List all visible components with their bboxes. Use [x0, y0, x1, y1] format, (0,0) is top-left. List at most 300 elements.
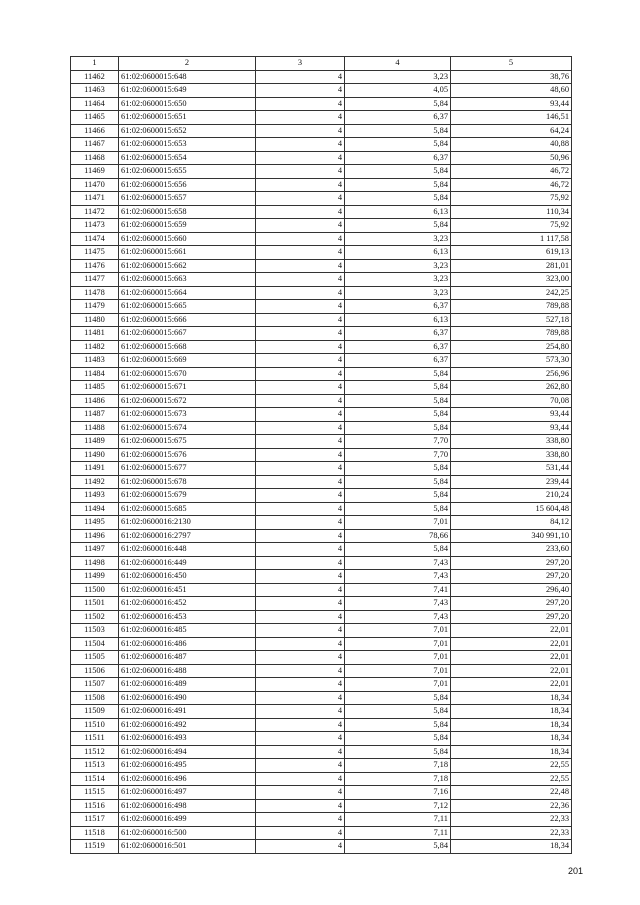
rate-cell: 5,84: [345, 124, 451, 138]
rate-cell: 5,84: [345, 489, 451, 503]
code-cell: 4: [256, 813, 345, 827]
row-number-cell: 11466: [71, 124, 119, 138]
amount-cell: 527,18: [451, 313, 572, 327]
amount-cell: 146,51: [451, 111, 572, 125]
row-number-cell: 11486: [71, 394, 119, 408]
amount-cell: 297,20: [451, 570, 572, 584]
rate-cell: 7,43: [345, 597, 451, 611]
cadastral-number-cell: 61:02:0600016:489: [119, 678, 256, 692]
rate-cell: 7,01: [345, 664, 451, 678]
cadastral-number-cell: 61:02:0600015:658: [119, 205, 256, 219]
row-number-cell: 11506: [71, 664, 119, 678]
row-number-cell: 11464: [71, 97, 119, 111]
table-row: [71, 246, 572, 260]
amount-cell: 46,72: [451, 178, 572, 192]
cadastral-number-cell: 61:02:0600015:648: [119, 70, 256, 84]
row-number-cell: 11471: [71, 192, 119, 206]
table-row: [71, 543, 572, 557]
rate-cell: 3,23: [345, 70, 451, 84]
table-row: [71, 421, 572, 435]
amount-cell: 84,12: [451, 516, 572, 530]
row-number-cell: 11490: [71, 448, 119, 462]
row-number-cell: 11480: [71, 313, 119, 327]
amount-cell: 1 117,58: [451, 232, 572, 246]
row-number-cell: 11474: [71, 232, 119, 246]
table-row: [71, 799, 572, 813]
code-cell: 4: [256, 327, 345, 341]
code-cell: 4: [256, 732, 345, 746]
rate-cell: 7,70: [345, 435, 451, 449]
cadastral-number-cell: 61:02:0600016:453: [119, 610, 256, 624]
rate-cell: 7,01: [345, 651, 451, 665]
code-cell: 4: [256, 583, 345, 597]
table-row: [71, 165, 572, 179]
amount-cell: 789,88: [451, 300, 572, 314]
table-row: [71, 502, 572, 516]
rate-cell: 3,23: [345, 259, 451, 273]
code-cell: 4: [256, 354, 345, 368]
code-cell: 4: [256, 394, 345, 408]
table-row: [71, 651, 572, 665]
rate-cell: 7,41: [345, 583, 451, 597]
cadastral-number-cell: 61:02:0600016:493: [119, 732, 256, 746]
column-header-5: 5: [451, 57, 572, 71]
table-row: [71, 664, 572, 678]
amount-cell: 18,34: [451, 718, 572, 732]
rate-cell: 5,84: [345, 421, 451, 435]
rate-cell: 5,84: [345, 178, 451, 192]
code-cell: 4: [256, 543, 345, 557]
cadastral-number-cell: 61:02:0600016:497: [119, 786, 256, 800]
rate-cell: 6,37: [345, 354, 451, 368]
cadastral-number-cell: 61:02:0600015:673: [119, 408, 256, 422]
code-cell: 4: [256, 597, 345, 611]
row-number-cell: 11481: [71, 327, 119, 341]
code-cell: 4: [256, 637, 345, 651]
amount-cell: 48,60: [451, 84, 572, 98]
rate-cell: 5,84: [345, 502, 451, 516]
row-number-cell: 11515: [71, 786, 119, 800]
cadastral-number-cell: 61:02:0600015:671: [119, 381, 256, 395]
code-cell: 4: [256, 529, 345, 543]
table-row: [71, 313, 572, 327]
rate-cell: 3,23: [345, 286, 451, 300]
cadastral-number-cell: 61:02:0600016:2130: [119, 516, 256, 530]
code-cell: 4: [256, 381, 345, 395]
code-cell: 4: [256, 300, 345, 314]
amount-cell: 256,96: [451, 367, 572, 381]
cadastral-number-cell: 61:02:0600015:685: [119, 502, 256, 516]
row-number-cell: 11513: [71, 759, 119, 773]
table-row: [71, 840, 572, 854]
cadastral-number-cell: 61:02:0600015:651: [119, 111, 256, 125]
rate-cell: 5,84: [345, 165, 451, 179]
code-cell: 4: [256, 516, 345, 530]
code-cell: 4: [256, 313, 345, 327]
rate-cell: 5,84: [345, 367, 451, 381]
code-cell: 4: [256, 178, 345, 192]
amount-cell: 210,24: [451, 489, 572, 503]
row-number-cell: 11517: [71, 813, 119, 827]
cadastral-number-cell: 61:02:0600016:494: [119, 745, 256, 759]
cadastral-number-cell: 61:02:0600015:666: [119, 313, 256, 327]
row-number-cell: 11462: [71, 70, 119, 84]
cadastral-number-cell: 61:02:0600015:674: [119, 421, 256, 435]
table-row: [71, 192, 572, 206]
row-number-cell: 11467: [71, 138, 119, 152]
table-row: [71, 745, 572, 759]
cadastral-number-cell: 61:02:0600016:2797: [119, 529, 256, 543]
rate-cell: 7,43: [345, 570, 451, 584]
amount-cell: 18,34: [451, 691, 572, 705]
amount-cell: 297,20: [451, 610, 572, 624]
rate-cell: 5,84: [345, 718, 451, 732]
rate-cell: 7,70: [345, 448, 451, 462]
rate-cell: 5,84: [345, 691, 451, 705]
table-row: [71, 219, 572, 233]
table-row: [71, 367, 572, 381]
column-header-2: 2: [119, 57, 256, 71]
code-cell: 4: [256, 84, 345, 98]
code-cell: 4: [256, 651, 345, 665]
row-number-cell: 11498: [71, 556, 119, 570]
row-number-cell: 11484: [71, 367, 119, 381]
rate-cell: 7,18: [345, 772, 451, 786]
table-row: [71, 489, 572, 503]
table-row: [71, 597, 572, 611]
table-row: [71, 124, 572, 138]
amount-cell: 46,72: [451, 165, 572, 179]
table-row: [71, 732, 572, 746]
row-number-cell: 11475: [71, 246, 119, 260]
row-number-cell: 11518: [71, 826, 119, 840]
cadastral-number-cell: 61:02:0600015:661: [119, 246, 256, 260]
rate-cell: 78,66: [345, 529, 451, 543]
amount-cell: 40,88: [451, 138, 572, 152]
code-cell: 4: [256, 745, 345, 759]
amount-cell: 531,44: [451, 462, 572, 476]
rate-cell: 5,84: [345, 219, 451, 233]
cadastral-number-cell: 61:02:0600016:449: [119, 556, 256, 570]
amount-cell: 22,01: [451, 651, 572, 665]
row-number-cell: 11463: [71, 84, 119, 98]
row-number-cell: 11502: [71, 610, 119, 624]
table-row: [71, 232, 572, 246]
code-cell: 4: [256, 475, 345, 489]
table-row: [71, 475, 572, 489]
code-cell: 4: [256, 259, 345, 273]
amount-cell: 18,34: [451, 745, 572, 759]
table-row: [71, 138, 572, 152]
cadastral-number-cell: 61:02:0600015:657: [119, 192, 256, 206]
amount-cell: 18,34: [451, 705, 572, 719]
rate-cell: 4,05: [345, 84, 451, 98]
row-number-cell: 11476: [71, 259, 119, 273]
table-row: [71, 448, 572, 462]
row-number-cell: 11503: [71, 624, 119, 638]
cadastral-number-cell: 61:02:0600016:485: [119, 624, 256, 638]
row-number-cell: 11516: [71, 799, 119, 813]
code-cell: 4: [256, 705, 345, 719]
code-cell: 4: [256, 205, 345, 219]
code-cell: 4: [256, 448, 345, 462]
table-row: [71, 813, 572, 827]
table-row: [71, 259, 572, 273]
amount-cell: 22,01: [451, 624, 572, 638]
amount-cell: 340 991,10: [451, 529, 572, 543]
table-row: [71, 516, 572, 530]
cadastral-number-cell: 61:02:0600015:665: [119, 300, 256, 314]
row-number-cell: 11514: [71, 772, 119, 786]
code-cell: 4: [256, 435, 345, 449]
cadastral-number-cell: 61:02:0600015:654: [119, 151, 256, 165]
rate-cell: 5,84: [345, 381, 451, 395]
rate-cell: 5,84: [345, 462, 451, 476]
row-number-cell: 11510: [71, 718, 119, 732]
row-number-cell: 11473: [71, 219, 119, 233]
code-cell: 4: [256, 192, 345, 206]
row-number-cell: 11491: [71, 462, 119, 476]
amount-cell: 297,20: [451, 597, 572, 611]
table-row: [71, 70, 572, 84]
row-number-cell: 11505: [71, 651, 119, 665]
code-cell: 4: [256, 340, 345, 354]
amount-cell: 338,80: [451, 448, 572, 462]
cadastral-number-cell: 61:02:0600015:670: [119, 367, 256, 381]
amount-cell: 296,40: [451, 583, 572, 597]
amount-cell: 22,33: [451, 813, 572, 827]
table-row: [71, 718, 572, 732]
cadastral-number-cell: 61:02:0600015:650: [119, 97, 256, 111]
code-cell: 4: [256, 840, 345, 854]
row-number-cell: 11479: [71, 300, 119, 314]
amount-cell: 22,01: [451, 637, 572, 651]
amount-cell: 233,60: [451, 543, 572, 557]
code-cell: 4: [256, 718, 345, 732]
code-cell: 4: [256, 165, 345, 179]
table-body: [71, 70, 572, 853]
rate-cell: 5,84: [345, 705, 451, 719]
table-row: [71, 583, 572, 597]
amount-cell: 22,33: [451, 826, 572, 840]
code-cell: 4: [256, 799, 345, 813]
amount-cell: 70,08: [451, 394, 572, 408]
row-number-cell: 11512: [71, 745, 119, 759]
amount-cell: 22,01: [451, 678, 572, 692]
table-row: [71, 205, 572, 219]
table-row: [71, 786, 572, 800]
code-cell: 4: [256, 408, 345, 422]
table-row: [71, 151, 572, 165]
amount-cell: 262,80: [451, 381, 572, 395]
rate-cell: 6,13: [345, 313, 451, 327]
amount-cell: 22,55: [451, 759, 572, 773]
row-number-cell: 11488: [71, 421, 119, 435]
cadastral-number-cell: 61:02:0600015:667: [119, 327, 256, 341]
rate-cell: 5,84: [345, 745, 451, 759]
rate-cell: 5,84: [345, 543, 451, 557]
amount-cell: 281,01: [451, 259, 572, 273]
cadastral-number-cell: 61:02:0600015:655: [119, 165, 256, 179]
cadastral-number-cell: 61:02:0600015:653: [119, 138, 256, 152]
row-number-cell: 11472: [71, 205, 119, 219]
amount-cell: 93,44: [451, 408, 572, 422]
row-number-cell: 11470: [71, 178, 119, 192]
code-cell: 4: [256, 556, 345, 570]
row-number-cell: 11465: [71, 111, 119, 125]
rate-cell: 5,84: [345, 97, 451, 111]
row-number-cell: 11511: [71, 732, 119, 746]
table-header: [71, 57, 572, 71]
rate-cell: 5,84: [345, 192, 451, 206]
amount-cell: 242,25: [451, 286, 572, 300]
cadastral-number-cell: 61:02:0600015:649: [119, 84, 256, 98]
code-cell: 4: [256, 826, 345, 840]
cadastral-number-cell: 61:02:0600016:450: [119, 570, 256, 584]
cadastral-number-cell: 61:02:0600015:672: [119, 394, 256, 408]
cadastral-number-cell: 61:02:0600016:499: [119, 813, 256, 827]
cadastral-number-cell: 61:02:0600015:652: [119, 124, 256, 138]
code-cell: 4: [256, 273, 345, 287]
code-cell: 4: [256, 286, 345, 300]
row-number-cell: 11469: [71, 165, 119, 179]
amount-cell: 22,01: [451, 664, 572, 678]
cadastral-number-cell: 61:02:0600016:451: [119, 583, 256, 597]
table-row: [71, 678, 572, 692]
column-header-3: 3: [256, 57, 345, 71]
amount-cell: 18,34: [451, 840, 572, 854]
cadastral-number-cell: 61:02:0600016:498: [119, 799, 256, 813]
table-row: [71, 178, 572, 192]
table-row: [71, 759, 572, 773]
row-number-cell: 11504: [71, 637, 119, 651]
amount-cell: 110,34: [451, 205, 572, 219]
row-number-cell: 11478: [71, 286, 119, 300]
code-cell: 4: [256, 502, 345, 516]
amount-cell: 15 604,48: [451, 502, 572, 516]
amount-cell: 38,76: [451, 70, 572, 84]
amount-cell: 75,92: [451, 219, 572, 233]
row-number-cell: 11493: [71, 489, 119, 503]
row-number-cell: 11485: [71, 381, 119, 395]
code-cell: 4: [256, 97, 345, 111]
table-row: [71, 408, 572, 422]
cadastral-table: [70, 56, 572, 854]
rate-cell: 6,37: [345, 327, 451, 341]
row-number-cell: 11501: [71, 597, 119, 611]
amount-cell: 323,00: [451, 273, 572, 287]
amount-cell: 22,48: [451, 786, 572, 800]
code-cell: 4: [256, 610, 345, 624]
column-header-4: 4: [345, 57, 451, 71]
rate-cell: 7,43: [345, 610, 451, 624]
table-row: [71, 462, 572, 476]
cadastral-number-cell: 61:02:0600015:669: [119, 354, 256, 368]
table-row: [71, 327, 572, 341]
rate-cell: 3,23: [345, 273, 451, 287]
rate-cell: 7,16: [345, 786, 451, 800]
row-number-cell: 11509: [71, 705, 119, 719]
row-number-cell: 11508: [71, 691, 119, 705]
table-row: [71, 394, 572, 408]
rate-cell: 7,01: [345, 637, 451, 651]
table-row: [71, 570, 572, 584]
row-number-cell: 11507: [71, 678, 119, 692]
rate-cell: 6,37: [345, 151, 451, 165]
table-row: [71, 381, 572, 395]
table-row: [71, 111, 572, 125]
amount-cell: 573,30: [451, 354, 572, 368]
amount-cell: 254,80: [451, 340, 572, 354]
cadastral-number-cell: 61:02:0600015:676: [119, 448, 256, 462]
rate-cell: 7,43: [345, 556, 451, 570]
table-row: [71, 772, 572, 786]
rate-cell: 7,11: [345, 813, 451, 827]
rate-cell: 5,84: [345, 840, 451, 854]
code-cell: 4: [256, 772, 345, 786]
rate-cell: 5,84: [345, 138, 451, 152]
amount-cell: 239,44: [451, 475, 572, 489]
rate-cell: 7,12: [345, 799, 451, 813]
cadastral-number-cell: 61:02:0600016:488: [119, 664, 256, 678]
cadastral-number-cell: 61:02:0600015:668: [119, 340, 256, 354]
cadastral-number-cell: 61:02:0600016:490: [119, 691, 256, 705]
cadastral-number-cell: 61:02:0600015:659: [119, 219, 256, 233]
code-cell: 4: [256, 232, 345, 246]
row-number-cell: 11519: [71, 840, 119, 854]
rate-cell: 7,11: [345, 826, 451, 840]
table-row: [71, 826, 572, 840]
cadastral-number-cell: 61:02:0600016:495: [119, 759, 256, 773]
amount-cell: 50,96: [451, 151, 572, 165]
cadastral-number-cell: 61:02:0600015:660: [119, 232, 256, 246]
code-cell: 4: [256, 664, 345, 678]
table-row: [71, 637, 572, 651]
code-cell: 4: [256, 246, 345, 260]
rate-cell: 7,01: [345, 678, 451, 692]
cadastral-number-cell: 61:02:0600015:656: [119, 178, 256, 192]
cadastral-number-cell: 61:02:0600016:491: [119, 705, 256, 719]
cadastral-number-cell: 61:02:0600015:663: [119, 273, 256, 287]
rate-cell: 7,01: [345, 624, 451, 638]
cadastral-number-cell: 61:02:0600015:662: [119, 259, 256, 273]
code-cell: 4: [256, 691, 345, 705]
code-cell: 4: [256, 70, 345, 84]
rate-cell: 6,37: [345, 300, 451, 314]
amount-cell: 93,44: [451, 97, 572, 111]
cadastral-number-cell: 61:02:0600015:677: [119, 462, 256, 476]
table-row: [71, 610, 572, 624]
code-cell: 4: [256, 624, 345, 638]
row-number-cell: 11494: [71, 502, 119, 516]
table-row: [71, 97, 572, 111]
table-row: [71, 340, 572, 354]
cadastral-number-cell: 61:02:0600016:492: [119, 718, 256, 732]
cadastral-number-cell: 61:02:0600016:487: [119, 651, 256, 665]
amount-cell: 22,36: [451, 799, 572, 813]
rate-cell: 7,18: [345, 759, 451, 773]
amount-cell: 22,55: [451, 772, 572, 786]
code-cell: 4: [256, 759, 345, 773]
rate-cell: 6,13: [345, 205, 451, 219]
cadastral-number-cell: 61:02:0600015:675: [119, 435, 256, 449]
table-row: [71, 286, 572, 300]
cadastral-number-cell: 61:02:0600015:679: [119, 489, 256, 503]
table-row: [71, 556, 572, 570]
code-cell: 4: [256, 124, 345, 138]
code-cell: 4: [256, 138, 345, 152]
table-row: [71, 354, 572, 368]
